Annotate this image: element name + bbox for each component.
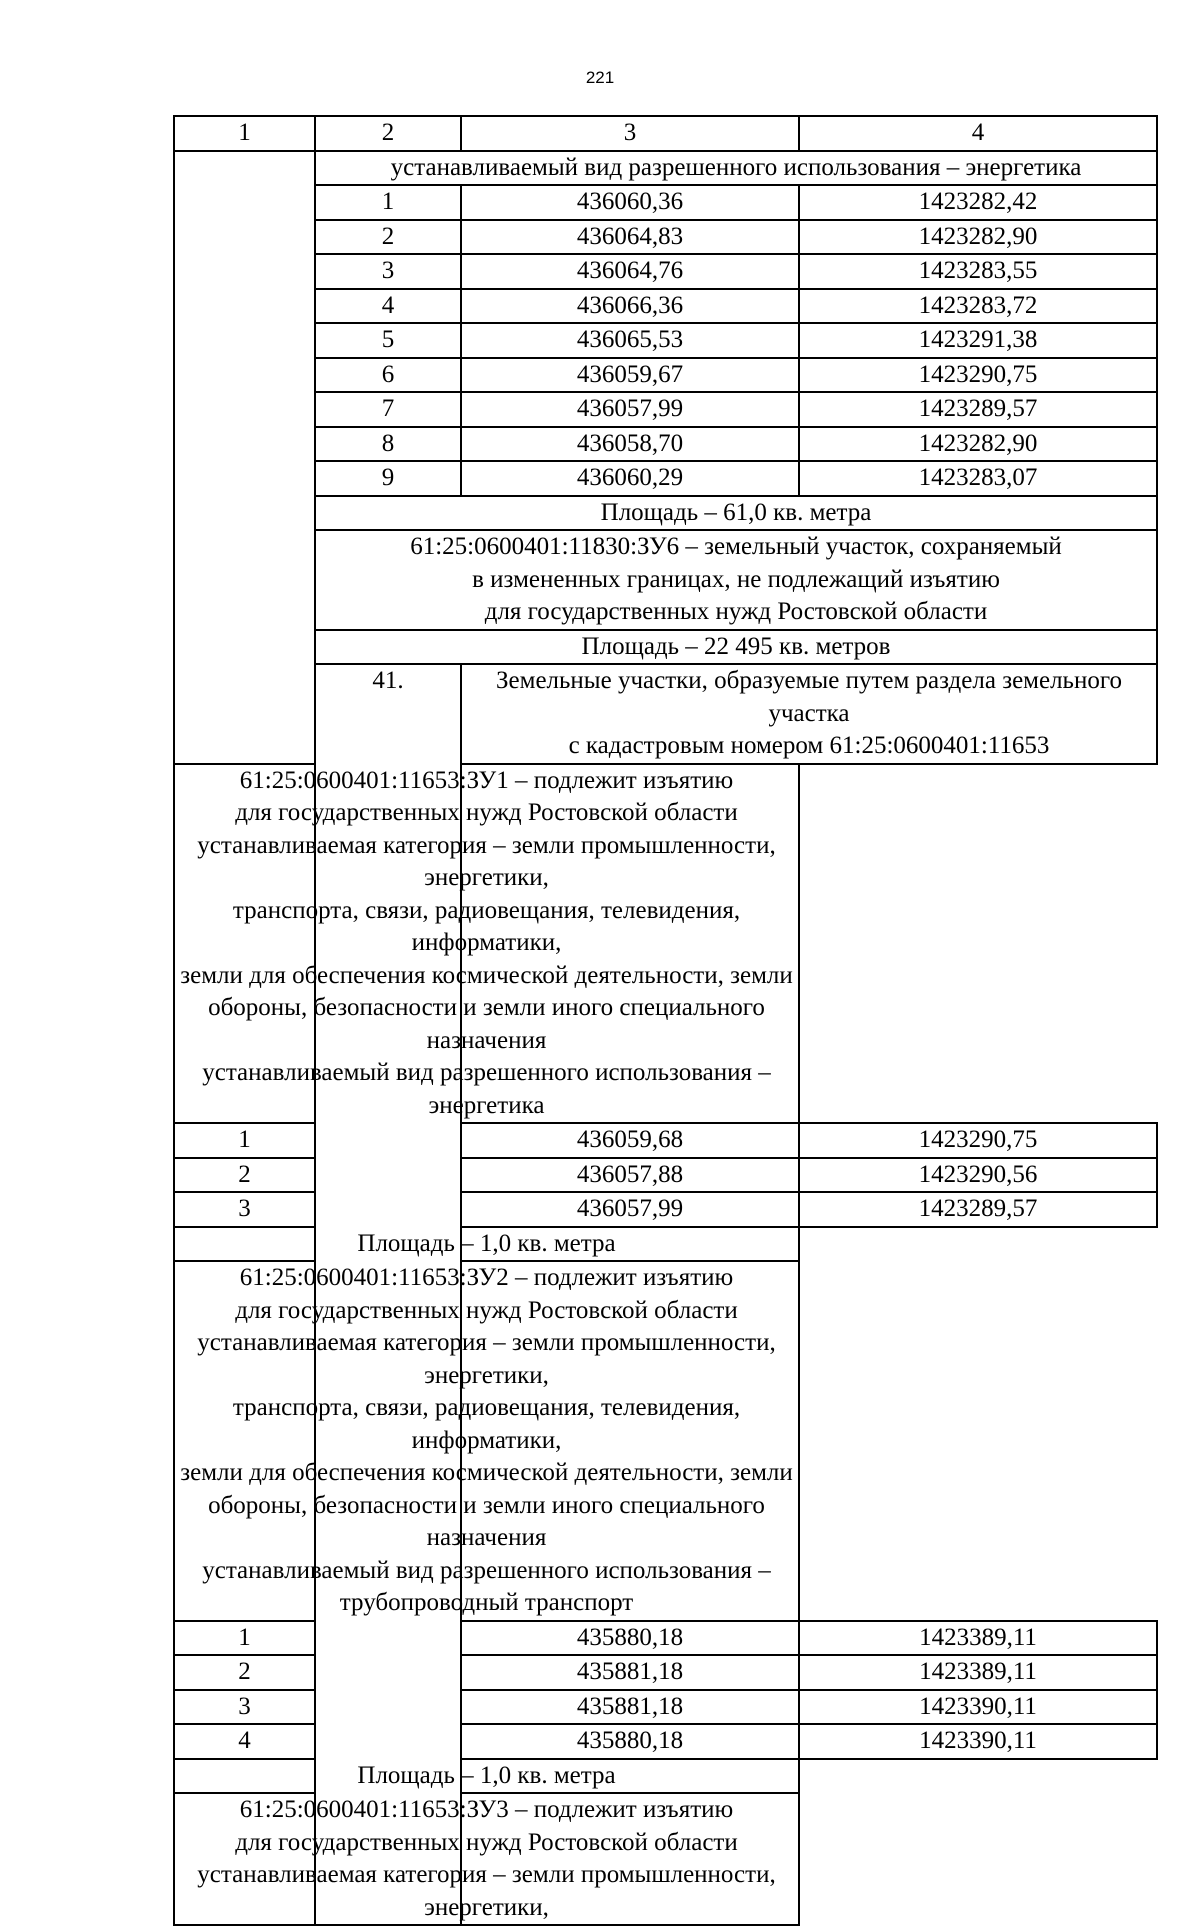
y-coordinate: 1423290,56	[799, 1158, 1157, 1193]
point-number: 6	[315, 358, 461, 393]
y-coordinate: 1423282,90	[799, 220, 1157, 255]
sec1-use-text: устанавливаемый вид разрешенного использования – энергетика	[315, 151, 1157, 186]
x-coordinate: 435881,18	[461, 1655, 799, 1690]
zu3-description: 61:25:0600401:11653:ЗУ3 – подлежит изъятию для государственных нужд Ростовской области устанавливаемая категория – земли промышленности, энергетики,	[174, 1793, 799, 1925]
y-coordinate: 1423289,57	[799, 1192, 1157, 1227]
y-coordinate: 1423390,11	[799, 1724, 1157, 1759]
x-coordinate: 435880,18	[461, 1724, 799, 1759]
zu2-area-text: Площадь – 1,0 кв. метра	[174, 1759, 799, 1794]
x-coordinate: 436059,68	[461, 1123, 799, 1158]
point-number: 3	[315, 254, 461, 289]
x-coordinate: 435881,18	[461, 1690, 799, 1725]
point-number: 1	[174, 1621, 315, 1656]
x-coordinate: 436057,99	[461, 392, 799, 427]
coordinates-table	[173, 115, 1158, 1926]
point-number: 1	[315, 185, 461, 220]
header-cell-4: 4	[799, 116, 1157, 151]
sec41-title: Земельные участки, образуемые путем раздела земельного участка с кадастровым номером 61:25:0600401:11653	[461, 664, 1157, 764]
header-cell-3: 3	[461, 116, 799, 151]
table-row	[174, 323, 1157, 358]
x-coordinate: 436066,36	[461, 289, 799, 324]
point-number: 5	[315, 323, 461, 358]
x-coordinate: 436060,36	[461, 185, 799, 220]
y-coordinate: 1423282,90	[799, 427, 1157, 462]
x-coordinate: 436060,29	[461, 461, 799, 496]
x-coordinate: 436064,83	[461, 220, 799, 255]
zu6-area-row	[174, 630, 1157, 665]
zu1-description: 61:25:0600401:11653:ЗУ1 – подлежит изъятию для государственных нужд Ростовской области устанавливаемая категория – земли промышленности, энергетики, транспорта, связи, радиовещания, телевидения, информатики, земли для обеспечения космической деятельности, земли обороны, безопасности и земли иного специального назначения устанавливаемый вид разрешенного использования – энергетика	[174, 764, 799, 1124]
zu1-area-row	[174, 1227, 1157, 1262]
x-coordinate: 436064,76	[461, 254, 799, 289]
table-row	[174, 220, 1157, 255]
zu2-description: 61:25:0600401:11653:ЗУ2 – подлежит изъятию для государственных нужд Ростовской области устанавливаемая категория – земли промышленности, энергетики, транспорта, связи, радиовещания, телевидения, информатики, земли для обеспечения космической деятельности, земли обороны, безопасности и земли иного специального назначения устанавливаемый вид разрешенного использования – трубопроводный транспорт	[174, 1261, 799, 1621]
zu1-desc-row	[174, 764, 1157, 1124]
zu1-area-text: Площадь – 1,0 кв. метра	[174, 1227, 799, 1262]
table-row	[174, 392, 1157, 427]
area-row	[174, 496, 1157, 531]
zu2-area-row	[174, 1759, 1157, 1794]
point-number: 4	[315, 289, 461, 324]
point-number: 4	[174, 1724, 315, 1759]
y-coordinate: 1423290,75	[799, 1123, 1157, 1158]
table-row	[174, 461, 1157, 496]
sec41-title-row	[174, 664, 1157, 764]
table-row	[174, 185, 1157, 220]
point-number: 2	[174, 1158, 315, 1193]
zu6-description: 61:25:0600401:11830:ЗУ6 – земельный участок, сохраняемый в измененных границах, не подлежащий изъятию для государственных нужд Ростовской области	[315, 530, 1157, 630]
y-coordinate: 1423283,72	[799, 289, 1157, 324]
y-coordinate: 1423282,42	[799, 185, 1157, 220]
point-number: 8	[315, 427, 461, 462]
y-coordinate: 1423291,38	[799, 323, 1157, 358]
table-row	[174, 358, 1157, 393]
zu6-area-text: Площадь – 22 495 кв. метров	[315, 630, 1157, 665]
x-coordinate: 436065,53	[461, 323, 799, 358]
table-row	[174, 254, 1157, 289]
point-number: 9	[315, 461, 461, 496]
header-cell-1: 1	[174, 116, 315, 151]
table-row	[174, 289, 1157, 324]
point-number: 7	[315, 392, 461, 427]
y-coordinate: 1423289,57	[799, 392, 1157, 427]
zu6-row	[174, 530, 1157, 630]
point-number: 1	[174, 1123, 315, 1158]
page-number: 221	[585, 68, 615, 87]
y-coordinate: 1423389,11	[799, 1655, 1157, 1690]
sec41-number: 41.	[315, 664, 461, 1925]
y-coordinate: 1423389,11	[799, 1621, 1157, 1656]
x-coordinate: 436057,99	[461, 1192, 799, 1227]
x-coordinate: 435880,18	[461, 1621, 799, 1656]
zu2-desc-row	[174, 1261, 1157, 1621]
sec1-number-cell	[174, 151, 315, 764]
point-number: 3	[174, 1690, 315, 1725]
y-coordinate: 1423283,55	[799, 254, 1157, 289]
sec1-use-row	[174, 151, 1157, 186]
point-number: 2	[315, 220, 461, 255]
zu3-desc-row	[174, 1793, 1157, 1925]
point-number: 3	[174, 1192, 315, 1227]
x-coordinate: 436058,70	[461, 427, 799, 462]
y-coordinate: 1423290,75	[799, 358, 1157, 393]
header-cell-2: 2	[315, 116, 461, 151]
y-coordinate: 1423283,07	[799, 461, 1157, 496]
x-coordinate: 436057,88	[461, 1158, 799, 1193]
x-coordinate: 436059,67	[461, 358, 799, 393]
table-row	[174, 427, 1157, 462]
header-row	[174, 116, 1157, 151]
point-number: 2	[174, 1655, 315, 1690]
area-text: Площадь – 61,0 кв. метра	[315, 496, 1157, 531]
y-coordinate: 1423390,11	[799, 1690, 1157, 1725]
